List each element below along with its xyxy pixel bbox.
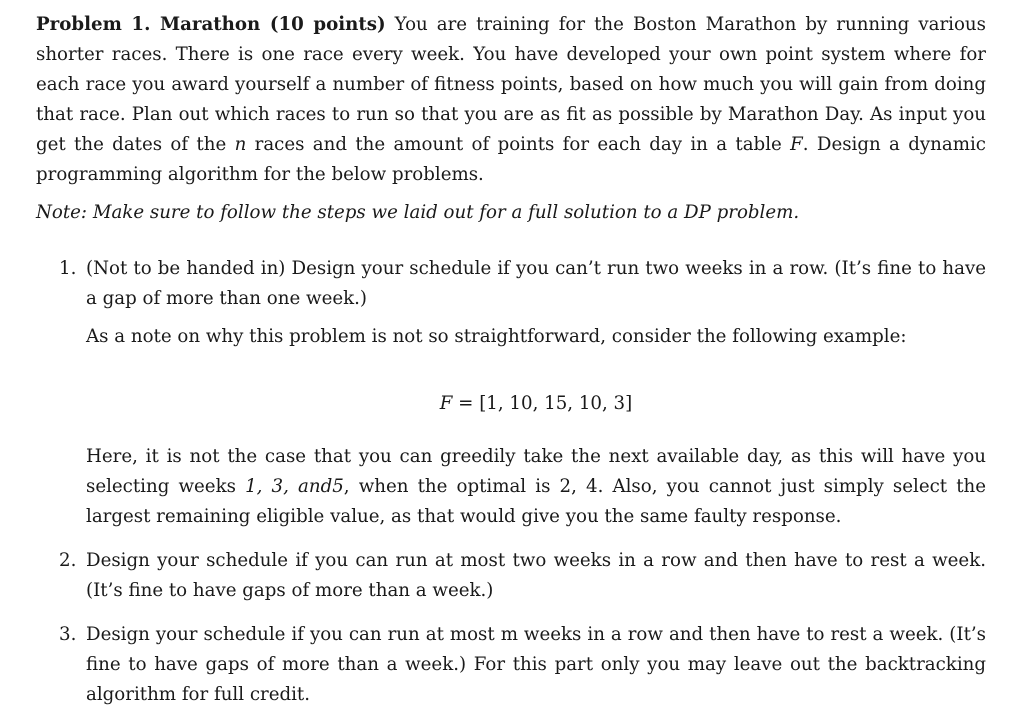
equation-value: = [1, 10, 15, 10, 3] xyxy=(452,393,633,414)
list-item xyxy=(36,546,986,606)
intro-text-c: . Design a dynamic programming algorithm for the below problems. xyxy=(36,134,986,185)
item-explanation xyxy=(86,442,986,532)
problem-statement xyxy=(36,10,986,190)
explanation-math: 1, 3, and5 xyxy=(245,476,344,497)
item-note: As a note on why this problem is not so straightforward, consider the following example: xyxy=(86,326,907,347)
item-text: (Not to be handed in) Design your schedule if you can’t run two weeks in a row. (It’s fine to have a gap of more than one week.) xyxy=(86,258,986,309)
list-item xyxy=(36,254,986,532)
explanation-text-a: Here, it is not the case that you can greedily take the next available day, as this will have you selecting weeks xyxy=(86,446,986,497)
list-item xyxy=(36,620,986,710)
problem-note: Note: Make sure to follow the steps we laid out for a full solution to a DP problem. xyxy=(36,202,800,223)
explanation-text-b: , when the optimal is 2, 4. Also, you cannot just simply select the largest remaining eligible value, as that would give you the same faulty response. xyxy=(86,476,986,527)
subproblem-list xyxy=(36,254,986,710)
item-text: Design your schedule if you can run at most two weeks in a row and then have to rest a week. (It’s fine to have gaps of more than a week.) xyxy=(86,550,986,601)
variable-F: F xyxy=(790,134,803,155)
example-equation xyxy=(86,389,986,419)
variable-n: n xyxy=(234,134,247,155)
item-number: 2. xyxy=(59,550,77,571)
intro-text-a: You are training for the Boston Marathon by running various shorter races. There is one race every week. You have developed your own point system where for each race you award yourself a number of fitness points, based on how much you will gain from doing that race. Plan out which races to run so that you are as fit as possible by Marathon Day. As input you get the dates of the xyxy=(36,14,986,155)
item-number: 1. xyxy=(59,258,77,279)
item-number: 3. xyxy=(59,624,77,645)
item-text: Design your schedule if you can run at most m weeks in a row and then have to rest a week. (It’s fine to have gaps of more than a week.) For this part only you may leave out the backtracking algorithm for full credit. xyxy=(86,624,986,705)
intro-text-b: races and the amount of points for each day in a table xyxy=(254,134,782,155)
equation-variable: F xyxy=(439,393,453,414)
problem-title: Problem 1. Marathon (10 points) xyxy=(36,14,386,35)
